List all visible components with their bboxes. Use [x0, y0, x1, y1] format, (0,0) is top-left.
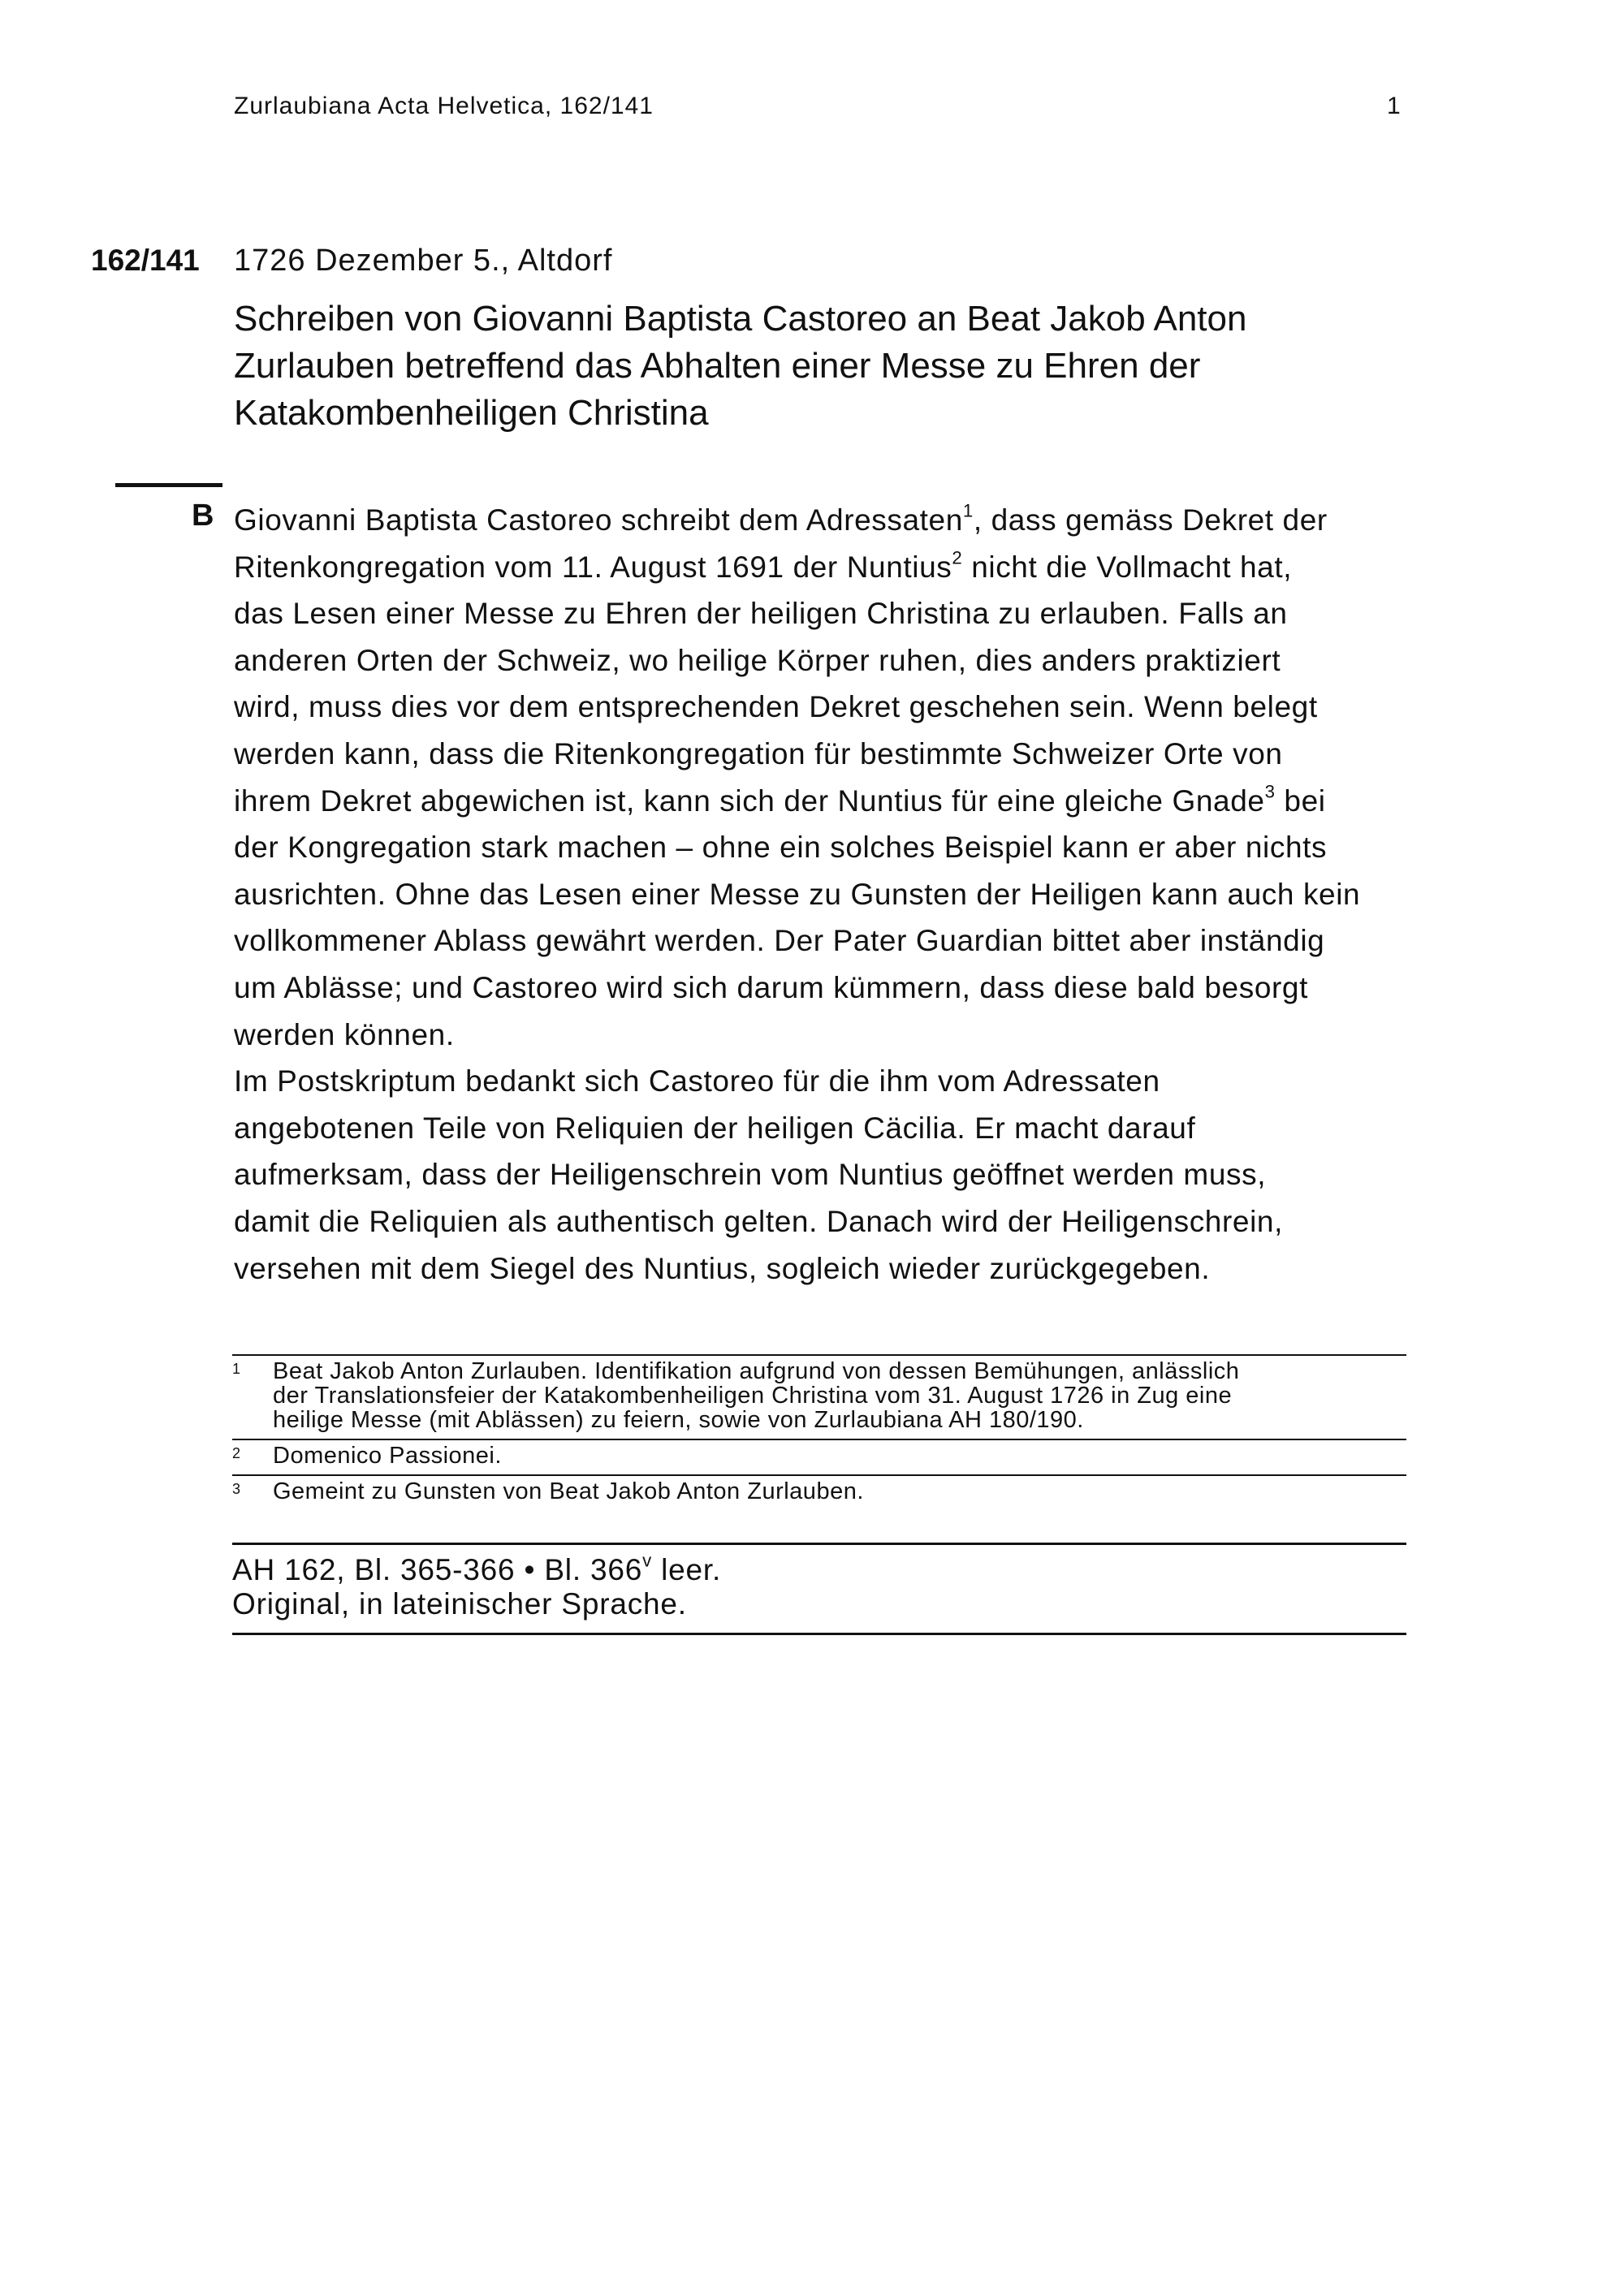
body-text-segment: nicht die Vollmacht hat,	[962, 550, 1293, 584]
body-line	[234, 497, 1419, 544]
section-rule	[115, 483, 222, 487]
source-line-1	[232, 1550, 1406, 1587]
body-line	[234, 1012, 1419, 1059]
running-head: Zurlaubiana Acta Helvetica, 162/141	[234, 93, 654, 119]
footnote-text	[273, 1444, 1406, 1468]
body-line	[234, 731, 1419, 778]
body-text-segment: aufmerksam, dass der Heiligenschrein vom Nuntius geöffnet werden muss,	[234, 1158, 1267, 1192]
footnote	[232, 1354, 1406, 1439]
source-archive-ref: AH 162, Bl. 365-366 • Bl. 366	[232, 1553, 643, 1586]
body-line	[234, 590, 1419, 637]
body-text-segment: um Ablässe; und Castoreo wird sich darum kümmern, dass diese bald besorgt	[234, 970, 1308, 1004]
body-text-segment: werden können.	[234, 1017, 455, 1051]
footnote-number: 3	[232, 1481, 241, 1497]
source-note: leer.	[652, 1553, 722, 1586]
body-text-segment: der Kongregation stark machen – ohne ein solches Beispiel kann er aber nichts	[234, 831, 1328, 865]
source-reference	[232, 1543, 1406, 1635]
body-text-segment: vollkommener Ablass gewährt werden. Der Pater Guardian bittet aber inständig	[234, 924, 1325, 958]
body-text-segment: das Lesen einer Messe zu Ehren der heiligen Christina zu erlauben. Falls an	[234, 597, 1288, 631]
body-line	[234, 1058, 1419, 1105]
body-text-segment: versehen mit dem Siegel des Nuntius, sogleich wieder zurückgegeben.	[234, 1251, 1211, 1285]
title-line: Zurlauben betreffend das Abhalten einer Messe zu Ehren der	[234, 346, 1201, 386]
body-line	[234, 1198, 1419, 1245]
body-line	[234, 965, 1419, 1012]
body-text-segment: anderen Orten der Schweiz, wo heilige Körper ruhen, dies anders praktiziert	[234, 643, 1281, 677]
footnote-number: 2	[232, 1445, 241, 1461]
body-line	[234, 1105, 1419, 1152]
abstract-text	[234, 497, 1419, 1292]
footnote-reference[interactable]: 3	[1264, 780, 1276, 801]
section-marker: B	[192, 498, 214, 533]
footnote	[232, 1439, 1406, 1474]
body-line	[234, 684, 1419, 731]
body-line	[234, 637, 1419, 684]
footnote-line: Gemeint zu Gunsten von Beat Jakob Anton Zurlauben.	[273, 1478, 864, 1504]
footnote-reference[interactable]: 1	[962, 500, 974, 521]
body-line	[234, 778, 1419, 825]
body-text-segment: Giovanni Baptista Castoreo schreibt dem Adressaten	[234, 503, 963, 537]
body-text-segment: , dass gemäss Dekret der	[973, 503, 1328, 537]
body-text-segment: ihrem Dekret abgewichen ist, kann sich der Nuntius für eine gleiche Gnade	[234, 783, 1265, 818]
document-number: 162/141	[91, 244, 200, 277]
footnote-text	[273, 1359, 1406, 1432]
title-line: Schreiben von Giovanni Baptista Castoreo an Beat Jakob Anton	[234, 299, 1247, 339]
body-text-segment: Im Postskriptum bedankt sich Castoreo für die ihm vom Adressaten	[234, 1064, 1160, 1098]
body-text-segment: damit die Reliquien als authentisch gelten. Danach wird der Heiligenschrein,	[234, 1204, 1283, 1238]
body-text-segment: ausrichten. Ohne das Lesen einer Messe zu Gunsten der Heiligen kann auch kein	[234, 877, 1361, 911]
body-line	[234, 1151, 1419, 1198]
body-text-segment: werden kann, dass die Ritenkongregation für bestimmte Schweizer Orte von	[234, 736, 1283, 770]
footnotes	[232, 1354, 1406, 1510]
body-line	[234, 917, 1419, 965]
body-text-segment: Ritenkongregation vom 11. August 1691 der Nuntius	[234, 550, 952, 584]
body-text-segment: bei	[1275, 783, 1326, 818]
body-text-segment: wird, muss dies vor dem entsprechenden Dekret geschehen sein. Wenn belegt	[234, 690, 1318, 724]
footnote-reference[interactable]: 2	[952, 546, 963, 568]
footnote-number: 1	[232, 1361, 241, 1377]
title-line: Katakombenheiligen Christina	[234, 393, 709, 433]
footnote-line: Domenico Passionei.	[273, 1443, 502, 1469]
body-line	[234, 871, 1419, 918]
body-line	[234, 1245, 1419, 1293]
footnote-text	[273, 1479, 1406, 1504]
footnote-line: heilige Messe (mit Ablässen) zu feiern, sowie von Zurlaubiana AH 180/190.	[273, 1407, 1084, 1433]
body-line	[234, 544, 1419, 591]
body-text-segment: angebotenen Teile von Reliquien der heiligen Cäcilia. Er macht darauf	[234, 1111, 1196, 1145]
footnote	[232, 1474, 1406, 1510]
footnote-line: der Translationsfeier der Katakombenheiligen Christina vom 31. August 1726 in Zug eine	[273, 1383, 1233, 1409]
body-line	[234, 824, 1419, 871]
document-date-place: 1726 Dezember 5., Altdorf	[234, 244, 613, 278]
page-number: 1	[1387, 93, 1401, 119]
source-line-2: Original, in lateinischer Sprache.	[232, 1587, 687, 1621]
source-folio-superscript: v	[642, 1550, 653, 1571]
document-title	[234, 296, 1403, 437]
footnote-line: Beat Jakob Anton Zurlauben. Identifikation aufgrund von dessen Bemühungen, anlässlich	[273, 1358, 1240, 1384]
